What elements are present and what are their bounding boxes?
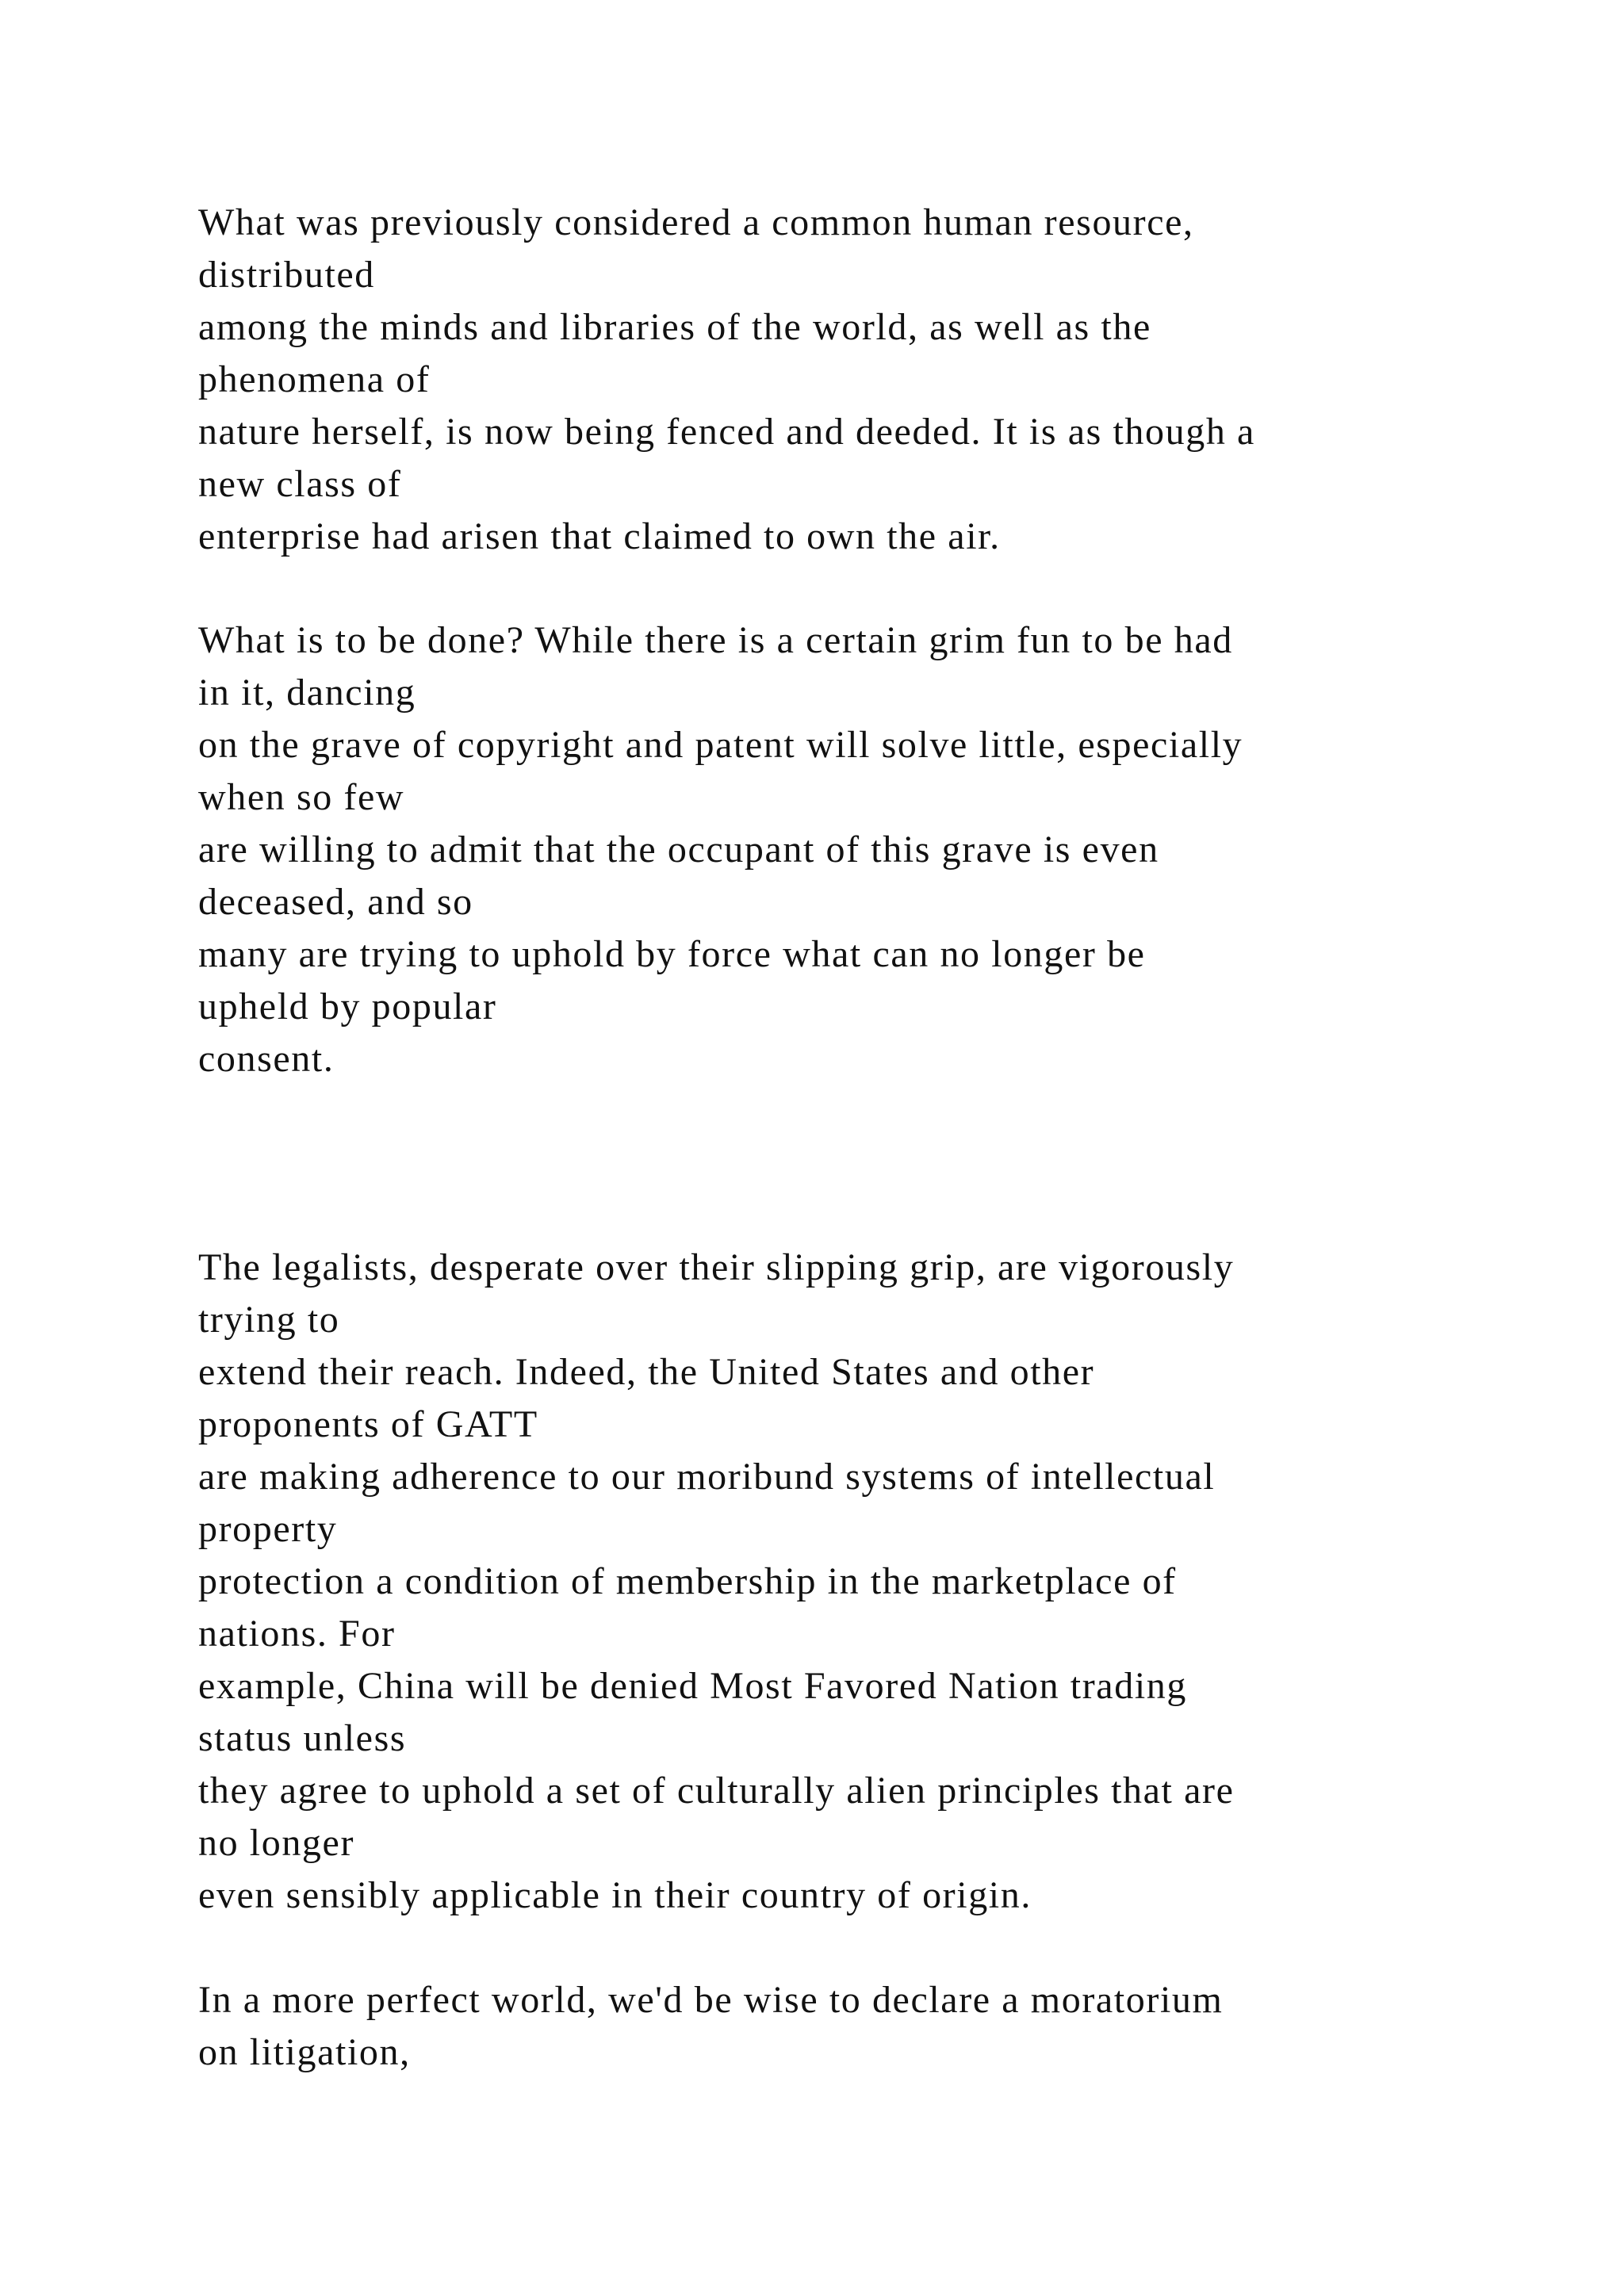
paragraph-4 [198, 1974, 1546, 2079]
paragraph-line: proponents of GATT [198, 1403, 538, 1445]
paragraph-line: consent. [198, 1038, 335, 1080]
paragraph-line: no longer [198, 1822, 355, 1864]
paragraph-line: are willing to admit that the occupant of this grave is even [198, 828, 1159, 871]
paragraph-line: extend their reach. Indeed, the United States and other [198, 1351, 1095, 1393]
paragraph-2 [198, 614, 1546, 1085]
paragraph-line: status unless [198, 1717, 407, 1759]
paragraph-line: phenomena of [198, 358, 431, 400]
paragraph-line: even sensibly applicable in their country of origin. [198, 1874, 1032, 1916]
paragraph-line: example, China will be denied Most Favored Nation trading [198, 1665, 1187, 1707]
paragraph-line: nations. For [198, 1613, 396, 1655]
paragraph-line: What is to be done? While there is a certain grim fun to be had [198, 619, 1233, 661]
paragraph-line: upheld by popular [198, 985, 497, 1027]
paragraph-line: on the grave of copyright and patent will solve little, especially [198, 724, 1243, 766]
paragraph-line: enterprise had arisen that claimed to own the air. [198, 515, 1001, 557]
paragraph-line: protection a condition of membership in the marketplace of [198, 1560, 1177, 1602]
paragraph-line: The legalists, desperate over their slipping grip, are vigorously [198, 1246, 1235, 1288]
paragraph-line: distributed [198, 254, 375, 296]
paragraph-line: In a more perfect world, we'd be wise to declare a moratorium [198, 1979, 1224, 2021]
paragraph-line: trying to [198, 1299, 340, 1341]
paragraph-3 [198, 1242, 1546, 1922]
paragraph-line: deceased, and so [198, 881, 473, 923]
paragraph-line: new class of [198, 463, 402, 505]
paragraph-line: What was previously considered a common human resource, [198, 201, 1194, 243]
paragraph-line: on litigation, [198, 2031, 411, 2073]
paragraph-line: among the minds and libraries of the world, as well as the [198, 306, 1151, 348]
paragraph-line: in it, dancing [198, 672, 416, 714]
paragraph-line: nature herself, is now being fenced and deeded. It is as though a [198, 411, 1255, 453]
paragraph-line: when so few [198, 776, 405, 818]
paragraph-line: are making adherence to our moribund systems of intellectual [198, 1456, 1216, 1498]
paragraph-1 [198, 197, 1546, 563]
paragraph-line: property [198, 1508, 338, 1550]
paragraph-line: many are trying to uphold by force what can no longer be [198, 933, 1146, 975]
paragraph-line: they agree to uphold a set of culturally alien principles that are [198, 1770, 1235, 1812]
